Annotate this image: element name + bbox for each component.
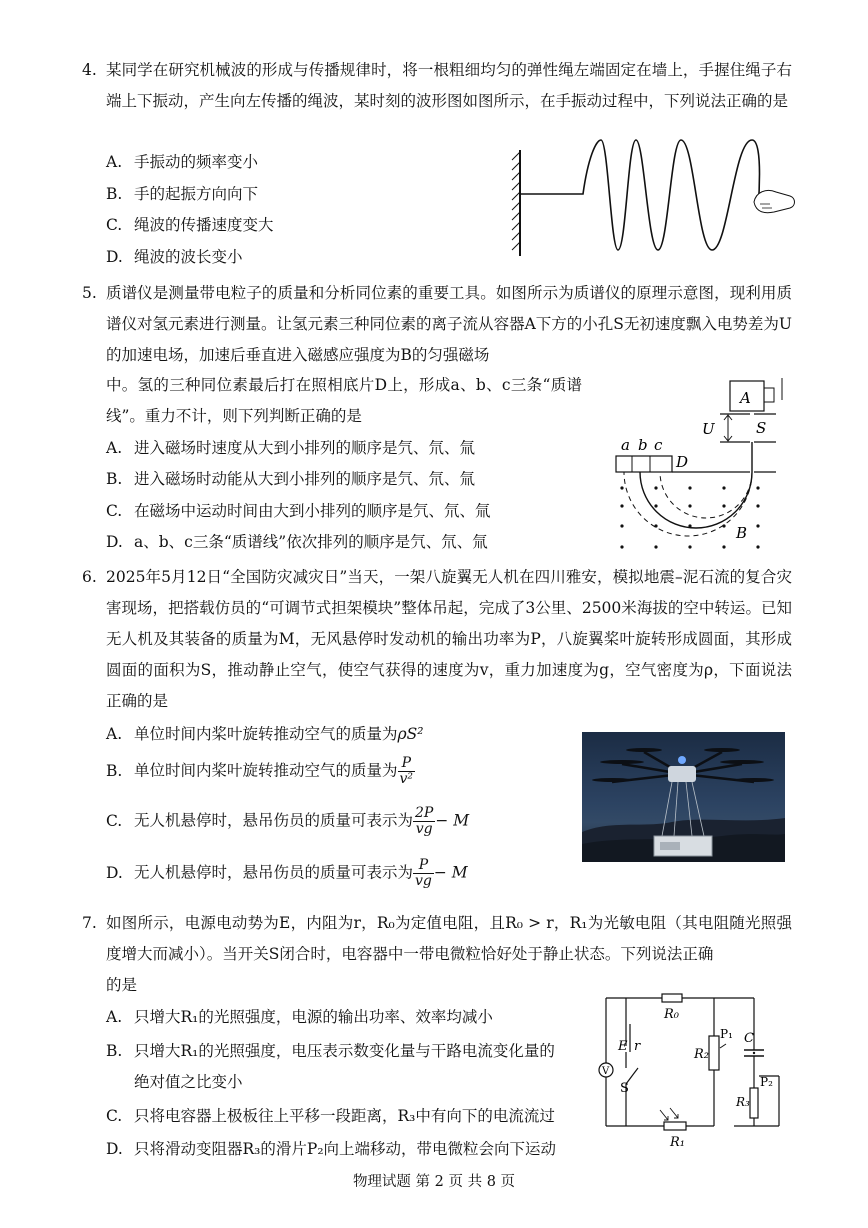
question-stem: 的是 — [106, 976, 138, 994]
rope-wave-figure — [508, 138, 798, 260]
option-c[interactable]: C. 只将电容器上极板往上平移一段距离，R₃中有向下的电流流过 — [106, 1107, 555, 1125]
question-5-continued — [82, 370, 582, 432]
question-stem: 2025年5月12日“全国防灾减灾日”当天，一架八旋翼无人机在四川雅安，模拟地震–泥石流的复合灾害现场，把搭载仿员的“可调节式担架模块”整体吊起，完成了3公里、2500米海拔的空中转运。已知无人机及其装备的质量为M，无风悬停时发动机的输出功率为P，八旋翼桨叶旋转形成圆面，其形成圆面的面积为S，推动静止空气，使空气获得的速度为v，重力加速度为g，空气密度为ρ，下面说法正确的是 — [106, 568, 792, 710]
label-s: S — [756, 419, 767, 437]
option-c[interactable]: C. 绳波的传播速度变大 — [106, 216, 274, 234]
label-r3: R₃ — [736, 1095, 750, 1109]
label-p2: P₂ — [760, 1075, 773, 1089]
option-b[interactable]: B. 进入磁场时动能从大到小排列的顺序是氕、氘、氚 — [106, 470, 476, 488]
label-b-field: B — [736, 524, 748, 542]
option-b[interactable]: B. 单位时间内桨叶旋转推动空气的质量为 $\frac{P}{\text{v²}}$ — [106, 755, 414, 787]
label-p1: P₁ — [720, 1027, 733, 1041]
circuit-figure — [594, 990, 794, 1150]
question-6 — [82, 562, 792, 717]
question-number: 4. — [82, 61, 97, 79]
drone-photo — [582, 732, 785, 862]
option-a[interactable]: A. 只增大R₁的光照强度，电源的输出功率、效率均减小 — [106, 1008, 493, 1026]
option-c[interactable]: C. 无人机悬停时，悬吊伤员的质量可表示为 $\frac{2P}{vg}$ − M — [106, 805, 470, 837]
label-a-container: A — [740, 389, 751, 407]
option-b[interactable]: B. 手的起振方向向下 — [106, 185, 259, 203]
question-number: 6. — [82, 568, 97, 586]
label-v: V — [602, 1066, 610, 1077]
label-e: E — [618, 1039, 628, 1054]
label-b: b — [638, 436, 648, 454]
question-number: 7. — [82, 914, 97, 932]
question-5 — [82, 278, 792, 371]
label-a: a — [621, 436, 630, 454]
question-7 — [82, 908, 792, 970]
label-s: S — [620, 1081, 629, 1096]
option-d[interactable]: D. 无人机悬停时，悬吊伤员的质量可表示为 $\frac{P}{vg}$ − M — [106, 857, 468, 889]
option-b[interactable]: B. 只增大R₁的光照强度，电压表示数变化量与干路电流变化量的 — [106, 1042, 555, 1060]
label-r1: R₁ — [670, 1135, 685, 1150]
question-number: 5. — [82, 284, 97, 302]
label-r0: R₀ — [664, 1007, 679, 1022]
question-stem: 某同学在研究机械波的形成与传播规律时，将一根粗细均匀的弹性绳左端固定在墙上，手握住绳子右端上下振动，产生向左传播的绳波，某时刻的波形图如图所示，在手振动过程中，下列说法正确的是 — [106, 61, 792, 110]
label-u: U — [702, 420, 715, 438]
option-b-continued: 绝对值之比变小 — [134, 1073, 243, 1091]
option-d[interactable]: D. a、b、c三条“质谱线”依次排列的顺序是氕、氘、氚 — [106, 533, 488, 551]
label-c: C — [744, 1031, 754, 1046]
question-4 — [82, 55, 792, 117]
label-d: D — [676, 453, 689, 471]
question-stem: 如图所示，电源电动势为E，内阻为r，R₀为定值电阻，且R₀ > r，R₁为光敏电阻（其电阻随光照强度增大而减小）。当开关S闭合时，电容器中一带电微粒恰好处于静止状态。下列说法正确 — [106, 914, 792, 963]
question-stem: 质谱仪是测量带电粒子的质量和分析同位素的重要工具。如图所示为质谱仪的原理示意图，现利用质谱仪对氢元素进行测量。让氢元素三种同位素的离子流从容器A下方的小孔S无初速度飘入电势差为U的加速电场，加速后垂直进入磁感应强度为B的匀强磁场 — [106, 284, 792, 364]
option-a[interactable]: A. 手振动的频率变小 — [106, 153, 259, 171]
option-d[interactable]: D. 绳波的波长变小 — [106, 248, 243, 266]
label-c: c — [654, 436, 663, 454]
drone-icon — [582, 732, 785, 862]
label-r2: R₂ — [694, 1047, 709, 1062]
option-a[interactable]: A. 进入磁场时速度从大到小排列的顺序是氕、氘、氚 — [106, 439, 476, 457]
page-footer: 物理试题 第 2 页 共 8 页 — [352, 1174, 516, 1190]
hand-icon — [754, 190, 795, 212]
question-stem: 中。氢的三种同位素最后打在照相底片D上，形成a、b、c三条“质谱线”。重力不计，则下列判断正确的是 — [106, 376, 582, 425]
option-d[interactable]: D. 只将滑动变阻器R₃的滑片P₂向上端移动，带电微粒会向下运动 — [106, 1140, 557, 1158]
option-a[interactable]: A. 单位时间内桨叶旋转推动空气的质量为ρS² — [106, 725, 424, 743]
mass-spectrometer-figure — [604, 376, 794, 556]
option-c[interactable]: C. 在磁场中运动时间由大到小排列的顺序是氕、氘、氚 — [106, 502, 491, 520]
label-r: r — [634, 1039, 641, 1054]
